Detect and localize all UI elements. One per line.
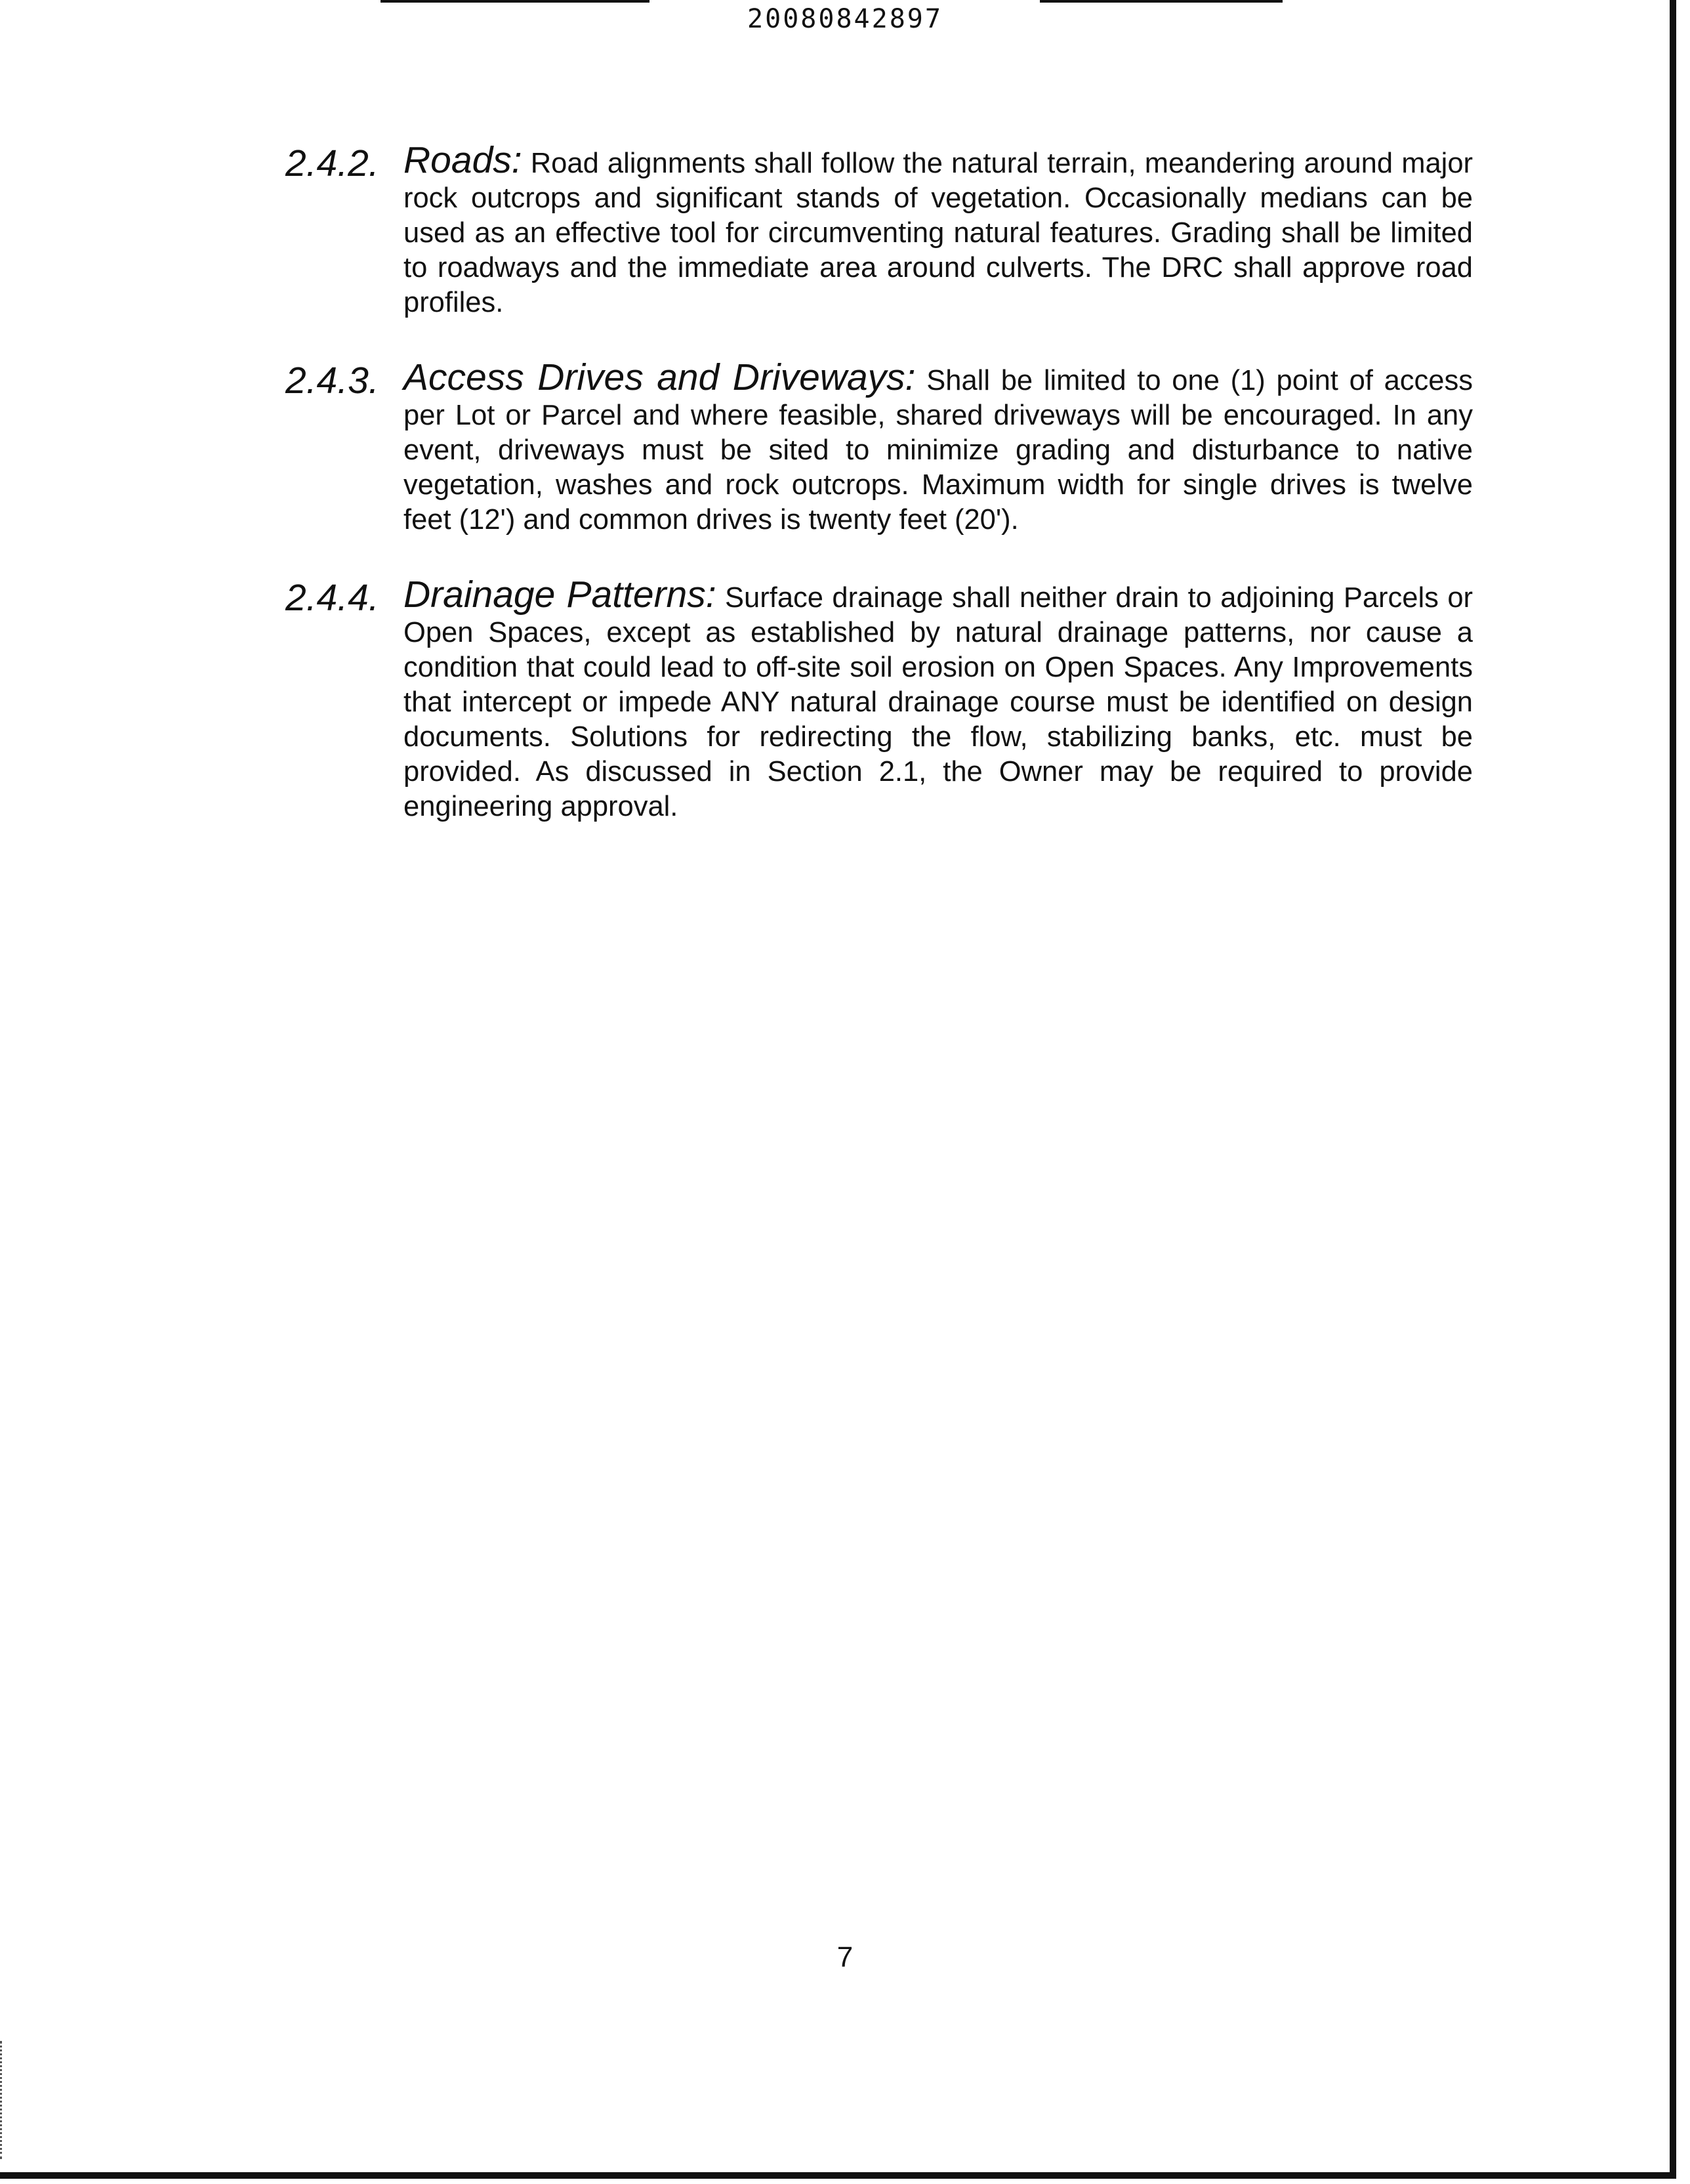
section-body	[403, 574, 1474, 824]
section-roads	[285, 139, 1473, 320]
page-number: 7	[836, 1941, 854, 1973]
section-number: 2.4.4.	[285, 577, 379, 619]
document-number: 20080842897	[747, 4, 943, 34]
header-rule-left	[381, 0, 649, 3]
section-title: Roads:	[403, 139, 522, 181]
section-number: 2.4.2.	[285, 142, 379, 184]
section-access-drives	[285, 356, 1473, 537]
section-drainage-patterns	[285, 574, 1474, 824]
header-rule-right	[1040, 0, 1283, 3]
scan-border-right	[1670, 0, 1676, 2177]
section-body	[403, 139, 1473, 320]
section-title: Access Drives and Driveways:	[403, 356, 916, 398]
scan-specks	[0, 2041, 6, 2159]
section-title: Drainage Patterns:	[403, 574, 716, 616]
section-body	[403, 356, 1473, 537]
section-text: Shall be limited to one (1) point of access per Lot or Parcel and where feasible, shared driveways will be encouraged. In any event, driveways must be sited to minimize grading and disturbance to native vegetation, washes and rock outcrops. Maximum width for single drives is twelve feet (12') and common drives is twenty feet (20').	[403, 365, 1473, 536]
section-text: Surface drainage shall neither drain to adjoining Parcels or Open Spaces, except as established by natural drainage patterns, nor cause a condition that could lead to off-site soil erosion on Open Spaces. Any Improvements that intercept or impede ANY natural drainage course must be identified on design documents. Solutions for redirecting the flow, stabilizing banks, etc. must be provided. As discussed in Section 2.1, the Owner may be required to provide engineering approval.	[403, 582, 1474, 822]
scan-border-bottom	[0, 2172, 1676, 2179]
section-number: 2.4.3.	[285, 360, 379, 402]
section-text: Road alignments shall follow the natural terrain, meandering around major rock outcrops and significant stands of vegetation. Occasionally medians can be used as an effective tool for circumventing natural features. Grading shall be limited to roadways and the immediate area around culverts. The DRC shall approve road profiles.	[403, 148, 1473, 318]
